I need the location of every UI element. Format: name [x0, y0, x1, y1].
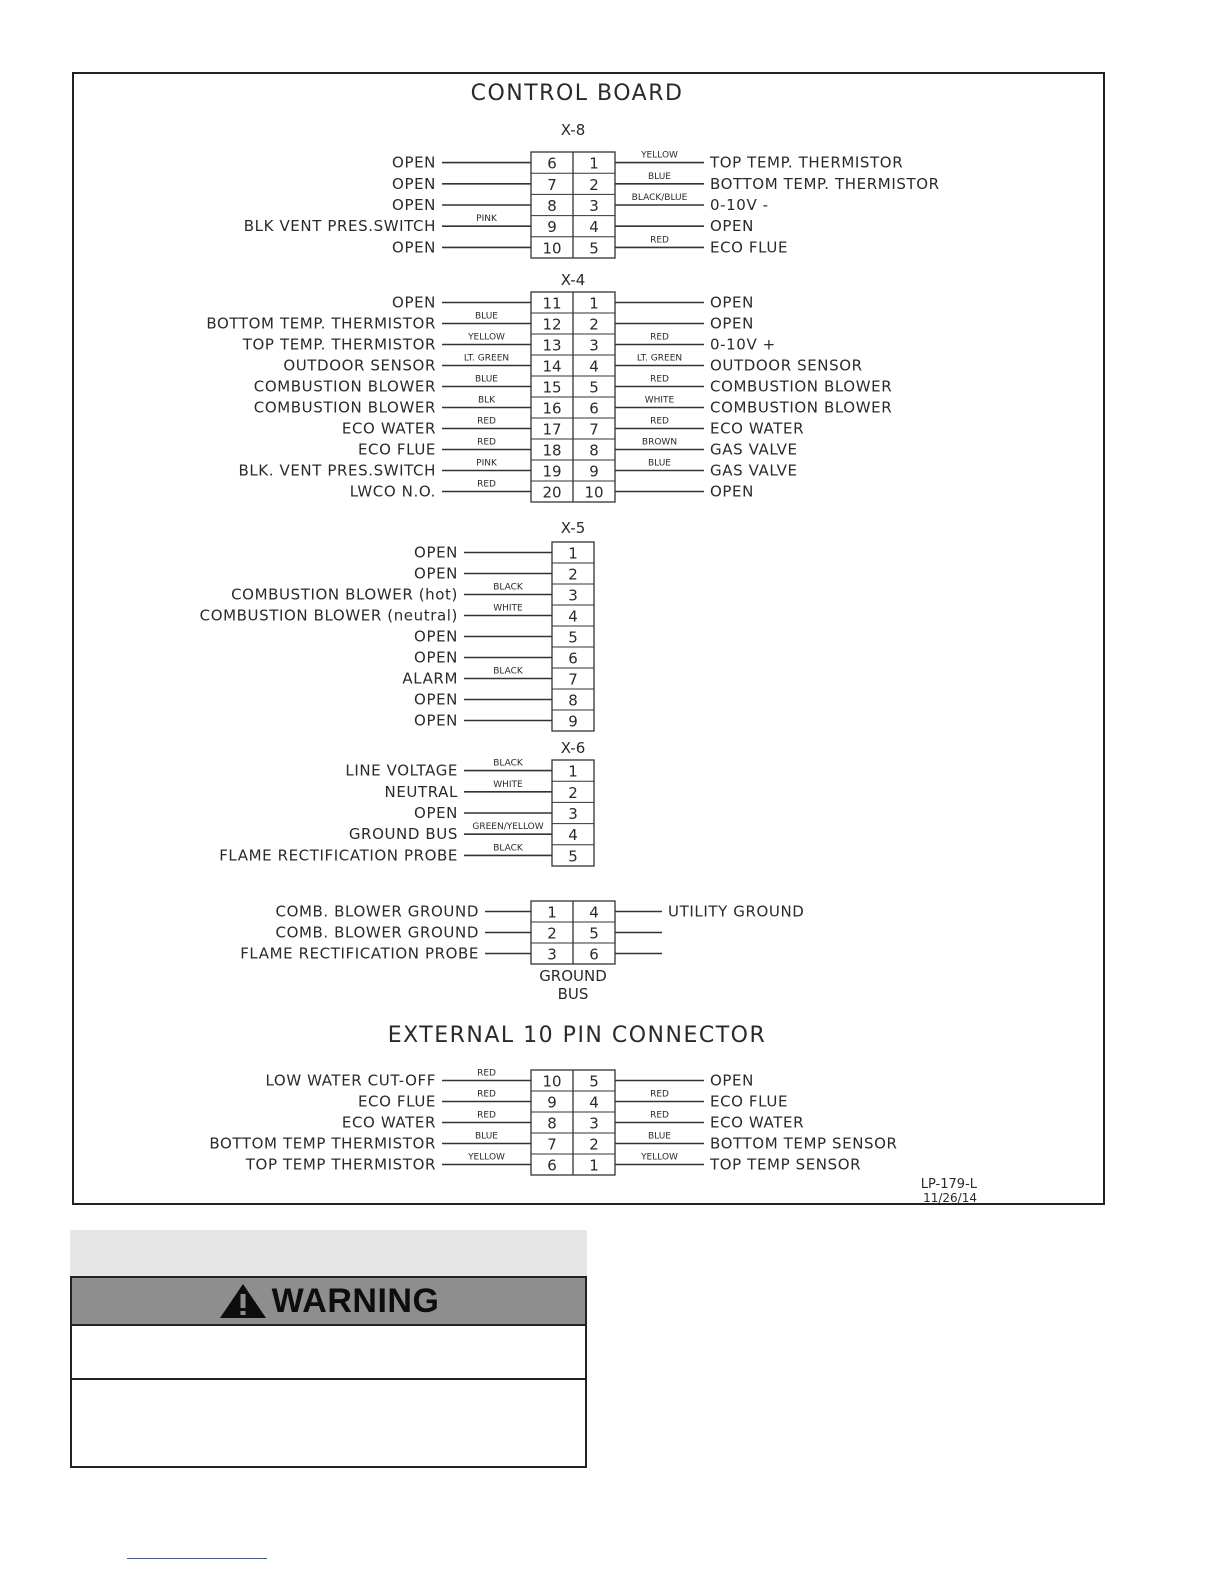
- pin-number-x8: 8: [547, 197, 557, 215]
- x8-wire-color: YELLOW: [641, 150, 678, 161]
- pin-number-x5: 6: [568, 649, 578, 668]
- pin-number-x6: 2: [568, 783, 578, 802]
- x5-left-label: OPEN: [414, 711, 458, 730]
- pin-number-ext: 3: [589, 1114, 599, 1133]
- pin-number-x4: 6: [589, 399, 599, 418]
- x8-left-label: OPEN: [392, 153, 436, 172]
- x4-wire-color: BLUE: [474, 311, 499, 322]
- x8-wire-color: BLUE: [647, 171, 672, 182]
- pin-number-x4: 10: [584, 483, 604, 502]
- x4-right-label: OPEN: [710, 482, 754, 501]
- pin-number-x6: 4: [568, 826, 578, 845]
- x4-wire-color: RED: [650, 374, 669, 385]
- pin-number-x4: 16: [542, 399, 562, 418]
- connector-label-x4: X-4: [560, 271, 586, 289]
- x4-right-label: 0-10V +: [710, 335, 776, 354]
- x5-left-label: OPEN: [414, 690, 458, 709]
- x5-left-label: OPEN: [414, 543, 458, 562]
- x4-wire-color: RED: [477, 416, 496, 427]
- pin-number-x5: 1: [568, 544, 578, 563]
- pin-number-x8: 10: [542, 239, 562, 258]
- pin-number-x6: 1: [568, 762, 578, 781]
- pin-number-x5: 7: [568, 670, 578, 689]
- pin-number-x8: 9: [547, 218, 557, 237]
- x6-wire-color: BLACK: [493, 843, 523, 854]
- ext-wire-color: RED: [477, 1068, 496, 1079]
- pin-number-x4: 20: [542, 483, 562, 502]
- x5-left-label: COMBUSTION BLOWER (hot): [231, 585, 458, 604]
- pin-number-x4: 4: [589, 357, 599, 376]
- ext-wire-color: YELLOW: [468, 1152, 505, 1163]
- pin-number-ext: 7: [547, 1135, 557, 1154]
- x8-left-label: OPEN: [392, 196, 436, 214]
- x8-wire-color: PINK: [476, 214, 497, 225]
- x4-right-label: GAS VALVE: [710, 461, 798, 480]
- x8-wire-color: BLACK/BLUE: [631, 193, 688, 203]
- ext-left-label: ECO FLUE: [357, 1092, 436, 1111]
- pin-number-ext: 10: [542, 1072, 562, 1091]
- connector-label-x5: X-5: [560, 519, 586, 537]
- pin-number-x4: 15: [542, 378, 562, 397]
- x4-left-label: COMBUSTION BLOWER: [253, 377, 436, 396]
- x6-wire-color: GREEN/YELLOW: [472, 822, 544, 833]
- pin-number-x5: 5: [568, 628, 578, 647]
- x5-wire-color: BLACK: [493, 666, 523, 677]
- pin-number-ext: 1: [589, 1156, 599, 1175]
- ext-wire-color: RED: [650, 1110, 669, 1121]
- x4-left-label: ECO WATER: [341, 419, 436, 438]
- x4-wire-color: LT. GREEN: [463, 353, 510, 364]
- x6-left-label: FLAME RECTIFICATION PROBE: [219, 846, 458, 865]
- x4-right-label: GAS VALVE: [710, 440, 798, 459]
- x6-left-label: NEUTRAL: [384, 782, 458, 801]
- pin-number-x8: 4: [589, 218, 599, 237]
- pin-number-ext: 4: [589, 1093, 599, 1112]
- x4-right-label: OPEN: [710, 314, 754, 333]
- pin-number-x8: 6: [547, 154, 557, 173]
- drawing-number: LP-179-L: [920, 1177, 977, 1192]
- x4-left-label: OPEN: [392, 293, 436, 312]
- x4-wire-color: BLUE: [474, 374, 499, 385]
- connectors-layer: [200, 121, 940, 1175]
- x4-left-label: ECO FLUE: [357, 440, 436, 459]
- pin-number-x6: 5: [568, 847, 578, 866]
- pin-number-ext: 5: [589, 1072, 599, 1091]
- x4-wire-color: PINK: [476, 458, 497, 469]
- ext-wire-color: BLUE: [474, 1131, 499, 1142]
- pin-number-x4: 14: [542, 357, 562, 376]
- ext-wire-color: YELLOW: [641, 1152, 678, 1163]
- warning-header: [72, 1278, 585, 1326]
- ext-right-label: ECO WATER: [710, 1113, 805, 1132]
- pin-number-gnd: 5: [589, 924, 599, 943]
- pin-number-x5: 2: [568, 565, 578, 584]
- section-header-band: [70, 1230, 587, 1276]
- connector-label-x6: X-6: [560, 739, 586, 757]
- connector-bottom-label-gnd: BUS: [557, 985, 589, 1003]
- pin-number-x4: 12: [542, 315, 562, 334]
- pin-number-gnd: 2: [547, 924, 557, 943]
- pin-number-x4: 2: [589, 315, 599, 334]
- ext-left-label: LOW WATER CUT-OFF: [265, 1071, 436, 1090]
- x5-wire-color: WHITE: [493, 603, 523, 614]
- pin-number-x8: 7: [547, 175, 557, 194]
- pin-number-x4: 8: [589, 441, 599, 460]
- pin-number-x5: 4: [568, 607, 578, 626]
- pin-number-x5: 9: [568, 712, 578, 731]
- x4-right-label: COMBUSTION BLOWER: [710, 377, 893, 396]
- pin-number-x8: 3: [589, 197, 599, 215]
- x6-left-label: LINE VOLTAGE: [345, 761, 458, 780]
- ext-right-label: OPEN: [710, 1071, 754, 1090]
- x4-right-label: OUTDOOR SENSOR: [710, 356, 863, 375]
- x4-wire-color: BROWN: [641, 437, 678, 448]
- x6-wire-color: WHITE: [493, 779, 523, 790]
- pin-number-ext: 6: [547, 1156, 557, 1175]
- footer-link-underline: [127, 1558, 267, 1559]
- x5-wire-color: BLACK: [493, 582, 523, 593]
- gnd-left-label: COMB. BLOWER GROUND: [275, 923, 479, 942]
- x8-right-label: TOP TEMP. THERMISTOR: [710, 153, 904, 172]
- x8-left-label: BLK VENT PRES.SWITCH: [243, 217, 436, 236]
- x4-left-label: COMBUSTION BLOWER: [253, 398, 436, 417]
- pin-number-gnd: 4: [589, 903, 599, 922]
- connector-label-x8: X-8: [560, 121, 586, 139]
- gnd-left-label: FLAME RECTIFICATION PROBE: [240, 944, 479, 963]
- ext-wire-color: BLUE: [647, 1131, 672, 1142]
- pin-number-x4: 13: [542, 336, 562, 355]
- pin-number-x5: 8: [568, 691, 578, 710]
- x4-wire-color: BLUE: [647, 458, 672, 469]
- ext-right-label: BOTTOM TEMP SENSOR: [710, 1134, 898, 1153]
- x6-left-label: OPEN: [414, 804, 458, 822]
- x4-left-label: BLK. VENT PRES.SWITCH: [238, 461, 436, 480]
- ext-left-label: TOP TEMP THERMISTOR: [245, 1155, 436, 1174]
- x8-right-label: BOTTOM TEMP. THERMISTOR: [710, 174, 940, 193]
- warning-label: WARNING: [271, 1281, 440, 1320]
- x4-wire-color: RED: [477, 437, 496, 448]
- x4-left-label: LWCO N.O.: [349, 482, 436, 501]
- x4-wire-color: WHITE: [644, 395, 675, 406]
- x8-right-label: ECO FLUE: [710, 238, 789, 257]
- x4-right-label: COMBUSTION BLOWER: [710, 398, 893, 417]
- ext-left-label: BOTTOM TEMP THERMISTOR: [209, 1134, 436, 1153]
- pin-number-x4: 19: [542, 462, 562, 481]
- x4-wire-color: RED: [650, 332, 669, 343]
- warning-triangle-icon: [218, 1282, 268, 1320]
- pin-number-x4: 7: [589, 420, 599, 439]
- x6-wire-color: BLACK: [493, 758, 523, 769]
- connector-bottom-label-gnd: GROUND: [539, 967, 607, 985]
- x4-right-label: ECO WATER: [710, 419, 805, 438]
- x8-left-label: OPEN: [392, 174, 436, 193]
- pin-number-ext: 8: [547, 1114, 557, 1133]
- ext-left-label: ECO WATER: [341, 1113, 436, 1132]
- warning-box: [70, 1276, 587, 1468]
- x4-left-label: OUTDOOR SENSOR: [283, 356, 436, 375]
- gnd-left-label: COMB. BLOWER GROUND: [275, 902, 479, 921]
- pin-number-x4: 1: [589, 294, 599, 313]
- x4-wire-color: RED: [477, 479, 496, 490]
- drawing-date: 11/26/14: [923, 1191, 977, 1205]
- x8-right-label: OPEN: [710, 217, 754, 236]
- x4-wire-color: LT. GREEN: [636, 353, 683, 364]
- pin-number-gnd: 1: [547, 903, 557, 922]
- x6-left-label: GROUND BUS: [348, 825, 458, 844]
- x5-left-label: OPEN: [414, 627, 458, 646]
- pin-number-x4: 9: [589, 462, 599, 481]
- wiring-diagram: [74, 74, 1107, 1207]
- pin-number-x8: 5: [589, 239, 599, 258]
- pin-number-gnd: 3: [547, 945, 557, 964]
- pin-number-x5: 3: [568, 586, 578, 605]
- wiring-diagram-frame: [72, 72, 1105, 1205]
- pin-number-x4: 11: [542, 294, 562, 313]
- x8-wire-color: RED: [650, 235, 669, 246]
- diagram-title: CONTROL BOARD: [470, 81, 684, 106]
- pin-number-x6: 3: [568, 805, 578, 823]
- pin-number-x4: 18: [542, 441, 562, 460]
- gnd-right-label: UTILITY GROUND: [668, 902, 805, 921]
- ext-wire-color: RED: [650, 1089, 669, 1100]
- pin-number-x4: 3: [589, 336, 599, 355]
- ext-right-label: TOP TEMP SENSOR: [710, 1155, 862, 1174]
- pin-number-ext: 2: [589, 1135, 599, 1154]
- x8-right-label: 0-10V -: [710, 196, 769, 214]
- ext-wire-color: RED: [477, 1110, 496, 1121]
- x5-left-label: ALARM: [402, 669, 458, 688]
- x4-wire-color: BLK: [477, 395, 496, 406]
- pin-number-x4: 17: [542, 420, 562, 439]
- x5-left-label: COMBUSTION BLOWER (neutral): [199, 606, 458, 625]
- warning-row: [72, 1326, 585, 1380]
- x8-left-label: OPEN: [392, 238, 436, 257]
- pin-number-ext: 9: [547, 1093, 557, 1112]
- external-connector-title: EXTERNAL 10 PIN CONNECTOR: [387, 1023, 767, 1048]
- x5-left-label: OPEN: [414, 648, 458, 667]
- x4-right-label: OPEN: [710, 293, 754, 312]
- x4-wire-color: RED: [650, 416, 669, 427]
- pin-number-x8: 1: [589, 154, 599, 173]
- x4-left-label: TOP TEMP. THERMISTOR: [242, 335, 436, 354]
- x4-left-label: BOTTOM TEMP. THERMISTOR: [206, 314, 436, 333]
- x5-left-label: OPEN: [414, 564, 458, 583]
- pin-number-x8: 2: [589, 175, 599, 194]
- x4-wire-color: YELLOW: [468, 332, 505, 343]
- pin-number-x4: 5: [589, 378, 599, 397]
- pin-number-gnd: 6: [589, 945, 599, 964]
- ext-wire-color: RED: [477, 1089, 496, 1100]
- ext-right-label: ECO FLUE: [710, 1092, 789, 1111]
